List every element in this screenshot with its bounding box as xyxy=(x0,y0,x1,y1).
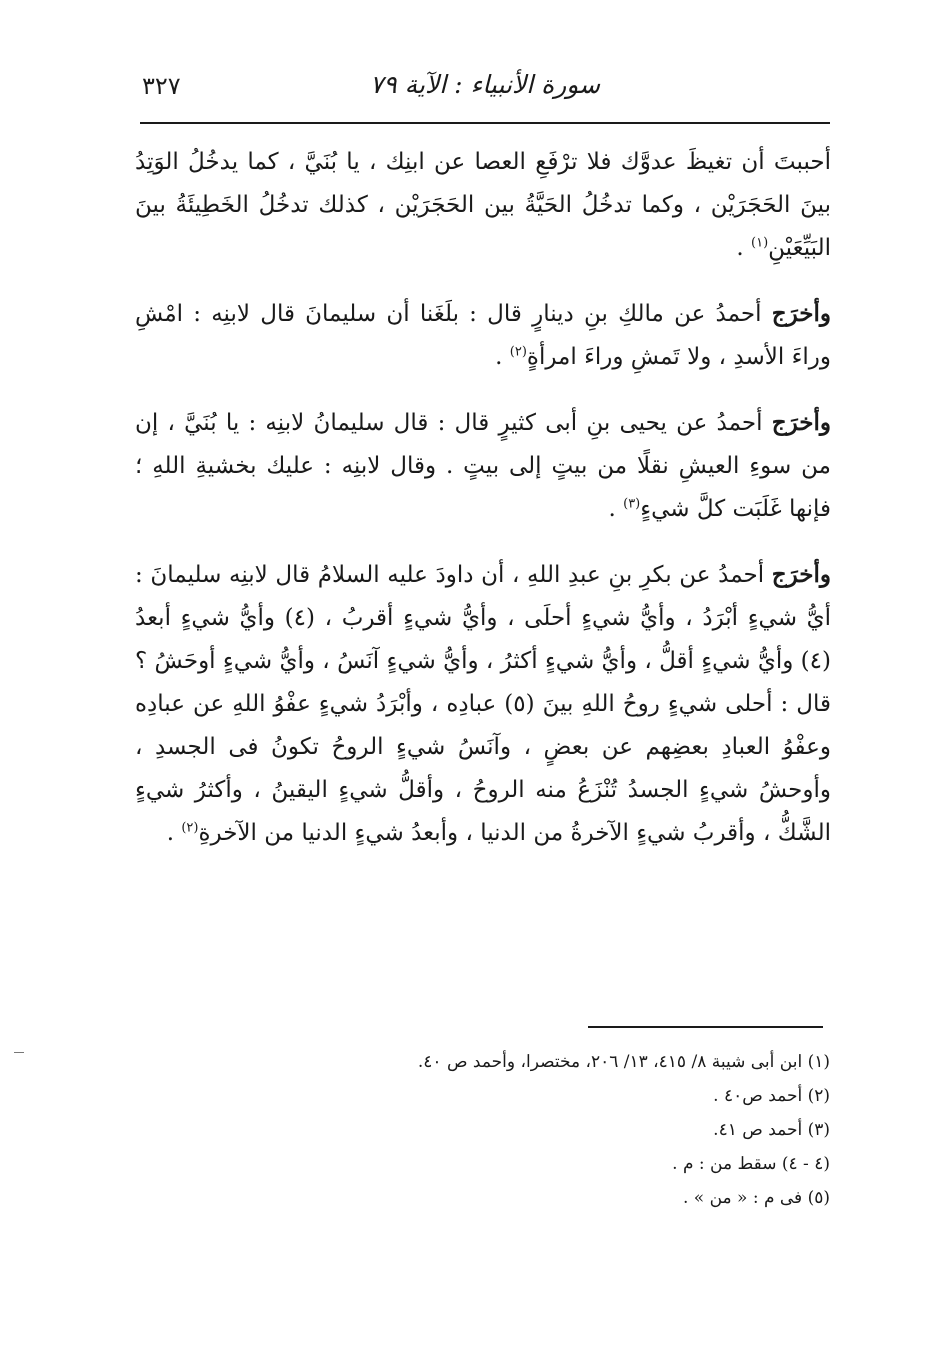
main-text xyxy=(135,140,831,855)
footnote-divider xyxy=(588,1026,823,1028)
paragraph-text: أحمدُ عن بكرِ بنِ عبدِ اللهِ ، أن داودَ عليه السلامُ قال لابنِه سليمانَ : أيُّ شيءٍ أبْرَدُ ، وأيُّ شيءٍ أحلَى ، وأيُّ شيءٍ أقربُ ، (٤) وأيُّ شيءٍ أبعدُ (٤) وأيُّ شيءٍ أقلُّ ، وأيُّ شيءٍ أكثرُ ، وأيُّ شيءٍ آنَسُ ، وأيُّ شيءٍ أوحَشُ ؟ قال : أحلى شيءٍ روحُ اللهِ بينَ (٥) عبادِه ، وأبْرَدُ شيءٍ عفْوُ اللهِ عن عبادِه وعفْوُ العبادِ بعضِهم عن بعضٍ ، وآنَسُ شيءٍ الروحُ تكونُ فى الجسدِ ، وأوحشُ شيءٍ الجسدُ تُنْزَعُ منه الروحُ ، وأقلُّ شيءٍ اليقينُ ، وأكثرُ شيءٍ الشَّكُّ ، وأقربُ شيءٍ الآخرةُ من الدنيا ، وأبعدُ شيءٍ الدنيا من الآخرةِ xyxy=(135,562,832,846)
paragraph-text: أحمدُ عن يحيى بنِ أبى كثيرٍ قال : قال سليمانُ لابنِه : يا بُنَيَّ ، إن من سوءِ العيشِ نقلًا من بيتٍ إلى بيتٍ . وقال لابنِه : عليك بخشيةِ اللهِ ؛ فإنها غَلَبَت كلَّ شيءٍ xyxy=(135,410,831,522)
paragraph-3 xyxy=(135,401,831,531)
running-header xyxy=(140,68,830,108)
paragraph-text: أحببتَ أن تغيظَ عدوَّك فلا ترْفَعِ العصا عن ابنِك ، يا بُنَيَّ ، كما يدخُلُ الوَتِدُ بينَ الحَجَرَيْن ، وكما تدخُلُ الحَيَّةُ بين الحَجَرَيْن ، كذلك تدخُلُ الخَطِيئَةُ بينَ البَيِّعَيْنِ xyxy=(135,149,831,261)
paragraph-text: أحمدُ عن مالكِ بنِ دينارٍ قال : بلَغَنا أن سليمانَ قال لابنِه : امْشِ وراءَ الأسدِ ، ولا تَمشِ وراءَ امرأةٍ xyxy=(135,301,831,370)
page-number: ٣٢٧ xyxy=(142,72,181,100)
header-divider xyxy=(140,122,830,124)
paragraph-lead: وأخرَج xyxy=(771,409,831,436)
paragraph-end: . xyxy=(736,235,752,261)
paragraph-end: . xyxy=(495,344,510,370)
footnote-1: (١) ابن أبى شيبة ٨/ ٤١٥، ١٣/ ٢٠٦، مختصرا، وأحمد ص ٤٠. xyxy=(417,1052,830,1072)
paragraph-lead: وأخرَج xyxy=(771,300,831,327)
paragraph-2 xyxy=(135,292,831,379)
footnote-ref: (٢) xyxy=(181,820,199,836)
paragraph-lead: وأخرَج xyxy=(771,561,831,588)
footnote-5: (٥) فى م : « من » . xyxy=(682,1188,830,1208)
footnotes xyxy=(310,1045,830,1215)
footnote-3: (٣) أحمد ص ٤١. xyxy=(713,1120,830,1140)
paragraph-end: . xyxy=(166,820,182,846)
footnote-ref: (٢) xyxy=(509,344,527,360)
header-title: سورة الأنبياء : الآية ٧٩ xyxy=(369,70,601,99)
footnote-ref: (٣) xyxy=(623,496,641,512)
paragraph-end: . xyxy=(608,496,624,522)
footnote-4: (٤ - ٤) سقط من : م . xyxy=(672,1154,830,1174)
footnote-ref: (١) xyxy=(751,235,769,251)
paragraph-4 xyxy=(135,553,831,855)
footnote-2: (٢) أحمد ص٤٠ . xyxy=(713,1086,830,1106)
paragraph-1 xyxy=(135,140,831,270)
margin-mark xyxy=(14,1052,24,1053)
